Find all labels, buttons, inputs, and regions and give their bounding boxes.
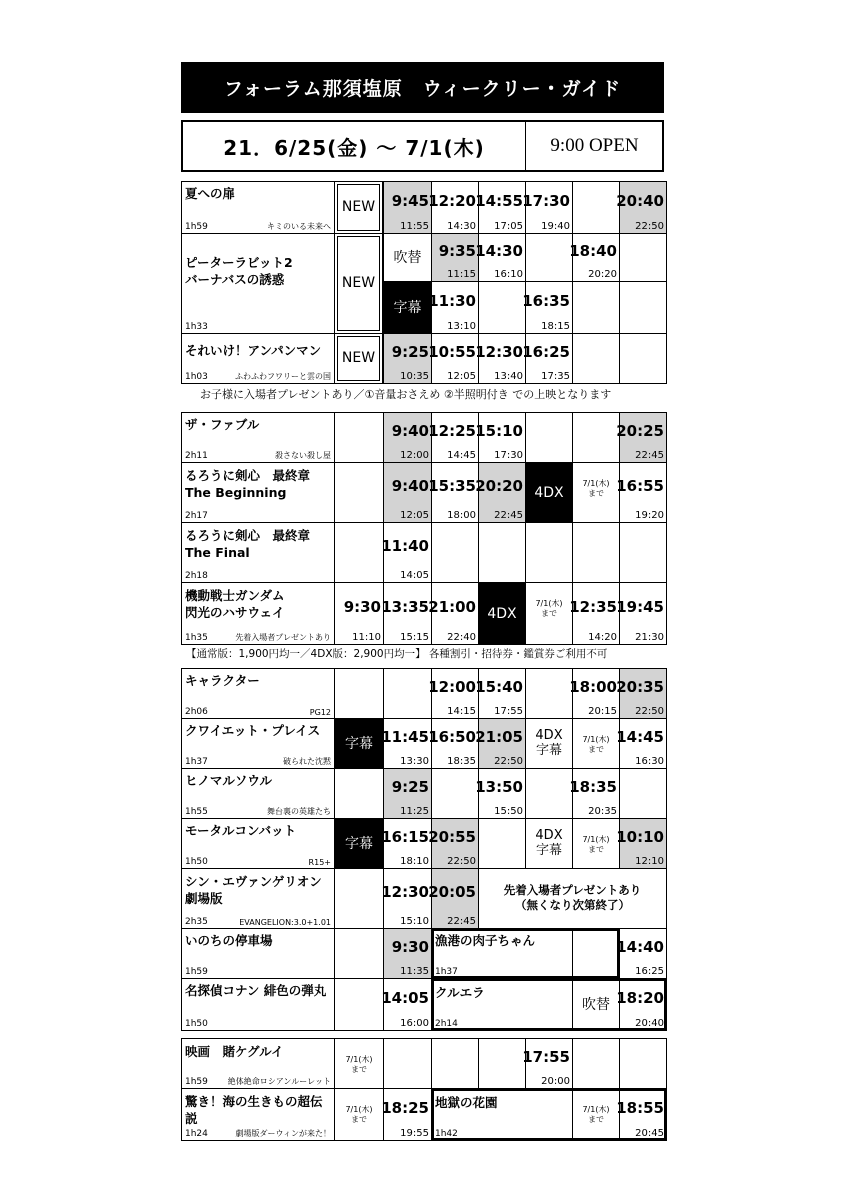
movie-title-cell: [181, 333, 335, 384]
showtime-end: 16:10: [494, 269, 523, 280]
empty-cell: [572, 181, 620, 234]
showtime-end: 17:30: [494, 450, 523, 461]
sub-badge-label: 字幕: [345, 836, 373, 852]
showtime-cell: [616, 412, 667, 463]
runtime: 2h14: [435, 1019, 458, 1029]
showtime-cell: [383, 582, 432, 645]
empty-cell: [572, 412, 620, 463]
showtime-end: 14:45: [447, 450, 476, 461]
empty-cell: [431, 522, 479, 583]
empty-cell: [334, 768, 384, 819]
showtime-end: 15:50: [494, 806, 523, 817]
runtime: 1h35: [185, 633, 208, 643]
empty-cell: [478, 522, 526, 583]
group1-notice: お子様に入場者プレゼントあり／①音量おさえめ ②半照明付き での上映となります: [200, 388, 612, 401]
movie-title: ピーターラビット2 バーナバスの誘惑: [185, 255, 293, 287]
runtime: 1h59: [185, 967, 208, 977]
showtime-cell: [428, 181, 479, 234]
until-label: 7/1(木) まで: [535, 599, 563, 618]
showtime-end: 16:30: [635, 756, 664, 767]
showtime-end: 20:45: [635, 1128, 664, 1139]
empty-cell: [334, 868, 384, 929]
showtime-start: 11:45: [381, 728, 429, 746]
until-label: 7/1(木) まで: [582, 735, 610, 754]
movie-title-cell: [181, 582, 335, 645]
fourdx-sub-badge-label: 4DX 字幕: [535, 828, 563, 858]
showtime-end: 11:15: [447, 269, 476, 280]
showtime-end: 12:05: [400, 510, 429, 521]
showtime-cell: [475, 181, 526, 234]
empty-cell: [478, 1038, 526, 1089]
movie-title-cell: [181, 233, 335, 334]
subtitle-tag: 破られた沈黙: [283, 757, 331, 766]
showtime-end: 19:20: [635, 510, 664, 521]
showtime-start: 9:35: [438, 242, 476, 260]
showtime-end: 14:15: [447, 706, 476, 717]
empty-cell: [619, 1038, 667, 1089]
new-badge: [334, 233, 383, 334]
showtime-end: 12:05: [447, 371, 476, 382]
showtime-start: 13:50: [475, 778, 523, 796]
showtime-start: 9:40: [391, 477, 429, 495]
showtime-end: 17:05: [494, 221, 523, 232]
empty-cell: [619, 768, 667, 819]
showtime-start: 18:20: [616, 989, 664, 1007]
group2-notice: 【通常版：1,900円均一／4DX版：2,900円均一】 各種割引・招待券・鑑賞券ご利用不可: [186, 648, 608, 660]
until-label: 7/1(木) まで: [582, 479, 610, 498]
runtime: 1h59: [185, 222, 208, 232]
empty-cell: [383, 1038, 432, 1089]
movie-title-cell: [181, 928, 335, 979]
showtime-end: 13:10: [447, 321, 476, 332]
until-label: 7/1(木) まで: [345, 1105, 373, 1124]
showtime-end: 18:00: [447, 510, 476, 521]
movie-title-cell: [181, 1038, 335, 1089]
showtime-start: 10:10: [616, 828, 664, 846]
movie-title: 名探偵コナン 緋色の弾丸: [185, 983, 327, 998]
showtime-cell: [475, 768, 526, 819]
showtime-cell: [383, 333, 432, 384]
showtime-start: 12:30: [475, 343, 523, 361]
empty-cell: [619, 333, 667, 384]
until-cell: [525, 582, 573, 645]
runtime: 1h33: [185, 322, 208, 332]
movie-title: モータルコンバット: [185, 823, 297, 838]
showtime-start: 18:25: [381, 1099, 429, 1117]
showtime-end: 16:00: [400, 1018, 429, 1029]
until-label: 7/1(木) まで: [345, 1055, 373, 1074]
movie-title-cell: [181, 768, 335, 819]
showtime-end: 19:40: [541, 221, 570, 232]
showtime-end: 14:05: [400, 570, 429, 581]
empty-cell: [478, 281, 526, 334]
empty-cell: [334, 978, 384, 1031]
showtime-start: 11:40: [381, 537, 429, 555]
showtime-end: 22:50: [494, 756, 523, 767]
movie-title: ヒノマルソウル: [185, 773, 273, 788]
movie-title: ザ・ファブル: [185, 417, 260, 432]
sub-badge: [334, 818, 384, 869]
showtime-end: 21:30: [635, 632, 664, 643]
runtime: 1h50: [185, 857, 208, 867]
showtime-start: 16:55: [616, 477, 664, 495]
movie-title: 夏への扉: [185, 186, 236, 201]
showtime-end: 20:20: [588, 269, 617, 280]
showtime-end: 11:25: [400, 806, 429, 817]
movie-title: るろうに剣心 最終章 The Beginning: [185, 468, 311, 500]
showtime-end: 14:20: [588, 632, 617, 643]
showtime-start: 20:40: [616, 192, 664, 210]
showtime-cell: [428, 333, 479, 384]
film-box: [431, 978, 667, 1031]
fourdx-badge: [478, 582, 526, 645]
page-title: フォーラム那須塩原 ウィークリー・ガイド: [181, 62, 664, 113]
fourdx-badge: [525, 462, 573, 523]
showtime-start: 9:30: [343, 598, 381, 616]
showtime-cell: [569, 668, 620, 719]
showtime-cell: [475, 462, 526, 523]
runtime: 1h59: [185, 1077, 208, 1087]
showtime-end: 22:50: [635, 706, 664, 717]
showtime-start: 18:40: [569, 242, 617, 260]
movie-title: シン・エヴァンゲリオン 劇場版: [185, 874, 322, 906]
showtime-cell: [428, 281, 479, 334]
showtime-start: 12:00: [428, 678, 476, 696]
showtime-cell: [522, 281, 573, 334]
dub-badge-label: 吹替: [393, 250, 422, 266]
new-badge-label: NEW: [341, 275, 376, 291]
showtime-cell: [383, 768, 432, 819]
showtime-start: 9:25: [391, 343, 429, 361]
showtime-start: 9:30: [391, 938, 429, 956]
showtime-end: 12:00: [400, 450, 429, 461]
fourdx-sub-badge-label: 4DX 字幕: [535, 728, 563, 758]
empty-cell: [619, 281, 667, 334]
showtime-cell: [383, 818, 432, 869]
showtime-cell: [428, 412, 479, 463]
empty-cell: [431, 768, 479, 819]
showtime-end: 20:00: [541, 1076, 570, 1087]
showtime-start: 12:20: [428, 192, 476, 210]
showtime-start: 21:05: [475, 728, 523, 746]
showtime-end: 19:55: [400, 1128, 429, 1139]
showtime-end: 13:30: [400, 756, 429, 767]
fourdx-sub-badge: [525, 818, 573, 869]
showtime-end: 18:10: [400, 856, 429, 867]
showtime-start: 10:55: [428, 343, 476, 361]
empty-cell: [525, 768, 573, 819]
showtime-start: 9:40: [391, 422, 429, 440]
new-badge: [334, 333, 383, 384]
showtime-cell: [522, 1038, 573, 1089]
showtime-cell: [522, 181, 573, 234]
showtime-cell: [475, 233, 526, 282]
showtime-cell: [475, 718, 526, 769]
movie-title-cell: [181, 462, 335, 523]
showtime-cell: [334, 582, 384, 645]
present-note-cell: [478, 868, 667, 929]
showtime-start: 20:55: [428, 828, 476, 846]
fourdx-badge-label: 4DX: [534, 485, 564, 501]
movie-title: いのちの停車場: [185, 933, 273, 948]
movie-title-cell: [181, 668, 335, 719]
showtime-start: 17:55: [522, 1048, 570, 1066]
movie-title-cell: [181, 1088, 335, 1141]
showtime-start: 20:05: [428, 883, 476, 901]
until-label: 7/1(木) まで: [582, 1105, 610, 1124]
showtime-cell: [616, 818, 667, 869]
empty-cell: [431, 1038, 479, 1089]
empty-cell: [525, 233, 573, 282]
showtime-cell: [383, 1088, 432, 1141]
empty-cell: [572, 281, 620, 334]
until-cell: [572, 818, 620, 869]
movie-title-cell: [181, 522, 335, 583]
dub-badge: [383, 233, 432, 282]
subtitle-tag: R15+: [308, 858, 331, 867]
showtime-start: 20:20: [475, 477, 523, 495]
empty-cell: [334, 668, 384, 719]
showtime-cell: [569, 233, 620, 282]
showtime-cell: [616, 668, 667, 719]
movie-title-cell: [181, 978, 335, 1031]
until-cell: [572, 718, 620, 769]
empty-cell: [572, 1038, 620, 1089]
showtime-cell: [428, 462, 479, 523]
showtime-end: 14:30: [447, 221, 476, 232]
empty-cell: [334, 522, 384, 583]
showtime-cell: [428, 718, 479, 769]
dub-badge-label: 吹替: [582, 997, 610, 1013]
date-range: 21．6/25(金) ～ 7/1(木): [223, 135, 485, 160]
sub-badge: [383, 281, 432, 334]
runtime: 2h06: [185, 707, 208, 717]
showtime-cell: [522, 333, 573, 384]
sub-badge-label: 字幕: [393, 300, 422, 316]
movie-title: 驚き！海の生きもの超伝説: [185, 1094, 323, 1126]
subtitle-tag: EVANGELION:3.0+1.01: [239, 918, 331, 927]
new-badge: [334, 181, 383, 234]
showtime-start: 16:50: [428, 728, 476, 746]
showtime-start: 14:55: [475, 192, 523, 210]
showtime-cell: [383, 462, 432, 523]
showtime-cell: [569, 582, 620, 645]
showtime-cell: [383, 181, 432, 234]
showtime-start: 9:25: [391, 778, 429, 796]
showtime-end: 11:55: [400, 221, 429, 232]
showtime-cell: [616, 718, 667, 769]
movie-title: 地獄の花園: [435, 1095, 498, 1110]
movie-title: クルエラ: [435, 985, 485, 1000]
runtime: 1h03: [185, 372, 208, 382]
showtime-end: 13:40: [494, 371, 523, 382]
subtitle-tag: 殺さない殺し屋: [275, 451, 331, 460]
movie-title: それいけ！アンパンマン: [185, 343, 322, 358]
runtime: 1h24: [185, 1129, 208, 1139]
showtime-start: 20:25: [616, 422, 664, 440]
movie-title: るろうに剣心 最終章 The Final: [185, 528, 311, 560]
showtime-cell: [383, 412, 432, 463]
showtime-start: 16:25: [522, 343, 570, 361]
showtime-cell: [616, 582, 667, 645]
subtitle-tag: 舞台裏の英雄たち: [267, 807, 331, 816]
showtime-start: 16:15: [381, 828, 429, 846]
showtime-end: 22:40: [447, 632, 476, 643]
empty-cell: [572, 522, 620, 583]
empty-cell: [478, 818, 526, 869]
sub-badge: [334, 718, 384, 769]
showtime-end: 22:45: [494, 510, 523, 521]
new-badge-label: NEW: [341, 350, 376, 366]
film-box: [431, 928, 620, 979]
until-cell: [334, 1088, 384, 1141]
showtime-cell: [428, 868, 479, 929]
fourdx-sub-badge: [525, 718, 573, 769]
runtime: 1h50: [185, 1019, 208, 1029]
showtime-end: 16:25: [635, 966, 664, 977]
showtime-start: 15:35: [428, 477, 476, 495]
sub-badge-label: 字幕: [345, 736, 373, 752]
showtime-start: 20:35: [616, 678, 664, 696]
runtime: 2h18: [185, 571, 208, 581]
subtitle-tag: キミのいる未来へ: [267, 222, 331, 231]
open-time: 9:00 OPEN: [525, 122, 663, 170]
film-box: [431, 1088, 667, 1141]
showtime-start: 18:00: [569, 678, 617, 696]
subtitle-tag: 劇場版ダーウィンが来た！: [235, 1129, 331, 1138]
showtime-start: 9:45: [391, 192, 429, 210]
showtime-cell: [383, 718, 432, 769]
showtime-end: 22:45: [635, 450, 664, 461]
showtime-end: 22:50: [635, 221, 664, 232]
showtime-cell: [383, 522, 432, 583]
showtime-start: 14:30: [475, 242, 523, 260]
showtime-start: 17:30: [522, 192, 570, 210]
subtitle-tag: 先着入場者プレゼントあり: [235, 633, 331, 642]
empty-cell: [334, 462, 384, 523]
movie-title: 機動戦士ガンダム 閃光のハサウェイ: [185, 588, 285, 620]
showtime-cell: [428, 818, 479, 869]
showtime-cell: [383, 928, 432, 979]
subtitle-tag: 絶体絶命ロシアンルーレット: [227, 1077, 331, 1086]
showtime-end: 11:10: [352, 632, 381, 643]
movie-title-cell: [181, 412, 335, 463]
showtime-end: 10:35: [400, 371, 429, 382]
runtime: 1h42: [435, 1129, 458, 1139]
showtime-cell: [475, 412, 526, 463]
empty-cell: [334, 928, 384, 979]
showtime-cell: [431, 233, 479, 282]
runtime: 1h37: [185, 757, 208, 767]
empty-cell: [525, 522, 573, 583]
showtime-start: 12:30: [381, 883, 429, 901]
movie-title-cell: [181, 868, 335, 929]
showtime-end: 15:15: [400, 632, 429, 643]
showtime-start: 19:45: [616, 598, 664, 616]
showtime-end: 22:50: [447, 856, 476, 867]
until-cell: [572, 462, 620, 523]
showtime-start: 11:30: [428, 292, 476, 310]
showtime-start: 12:35: [569, 598, 617, 616]
runtime: 2h11: [185, 451, 208, 461]
showtime-start: 14:45: [616, 728, 664, 746]
empty-cell: [525, 668, 573, 719]
fourdx-badge-label: 4DX: [487, 606, 517, 622]
showtime-cell: [428, 668, 479, 719]
runtime: 1h37: [435, 967, 458, 977]
showtime-end: 11:35: [400, 966, 429, 977]
movie-title: 映画 賭ケグルイ: [185, 1044, 284, 1059]
showtime-end: 12:10: [635, 856, 664, 867]
showtime-cell: [616, 928, 667, 979]
until-cell: [334, 1038, 384, 1089]
movie-title: 漁港の肉子ちゃん: [435, 933, 536, 948]
movie-title-cell: [181, 818, 335, 869]
new-badge-label: NEW: [341, 199, 376, 215]
showtime-end: 18:15: [541, 321, 570, 332]
showtime-start: 15:40: [475, 678, 523, 696]
empty-cell: [572, 333, 620, 384]
showtime-start: 18:55: [616, 1099, 664, 1117]
runtime: 1h55: [185, 807, 208, 817]
showtime-end: 22:45: [447, 916, 476, 927]
showtime-end: 20:15: [588, 706, 617, 717]
present-note: 先着入場者プレゼントあり （無くなり次第終了）: [503, 883, 642, 912]
showtime-end: 17:35: [541, 371, 570, 382]
empty-cell: [383, 668, 432, 719]
showtime-cell: [475, 333, 526, 384]
showtime-end: 20:40: [635, 1018, 664, 1029]
showtime-start: 18:35: [569, 778, 617, 796]
movie-title: キャラクター: [185, 673, 260, 688]
showtime-end: 15:10: [400, 916, 429, 927]
showtime-cell: [616, 181, 667, 234]
subtitle-tag: ふわふわフワリーと雲の国: [235, 372, 331, 381]
showtime-end: 20:35: [588, 806, 617, 817]
showtime-cell: [616, 462, 667, 523]
movie-title-cell: [181, 181, 335, 234]
showtime-start: 16:35: [522, 292, 570, 310]
showtime-end: 17:55: [494, 706, 523, 717]
movie-title-cell: [181, 718, 335, 769]
empty-cell: [619, 233, 667, 282]
showtime-start: 13:35: [381, 598, 429, 616]
showtime-start: 15:10: [475, 422, 523, 440]
subtitle-tag: PG12: [309, 708, 331, 717]
empty-cell: [334, 412, 384, 463]
until-label: 7/1(木) まで: [582, 835, 610, 854]
showtime-cell: [383, 868, 432, 929]
empty-cell: [525, 412, 573, 463]
showtime-cell: [569, 768, 620, 819]
runtime: 2h17: [185, 511, 208, 521]
showtime-start: 21:00: [428, 598, 476, 616]
showtime-start: 12:25: [428, 422, 476, 440]
showtime-cell: [383, 978, 432, 1031]
showtime-cell: [428, 582, 479, 645]
showtime-start: 14:40: [616, 938, 664, 956]
empty-cell: [619, 522, 667, 583]
showtime-end: 18:35: [447, 756, 476, 767]
showtime-start: 14:05: [381, 989, 429, 1007]
showtime-cell: [475, 668, 526, 719]
runtime: 2h35: [185, 917, 208, 927]
movie-title: クワイエット・プレイス: [185, 723, 321, 738]
